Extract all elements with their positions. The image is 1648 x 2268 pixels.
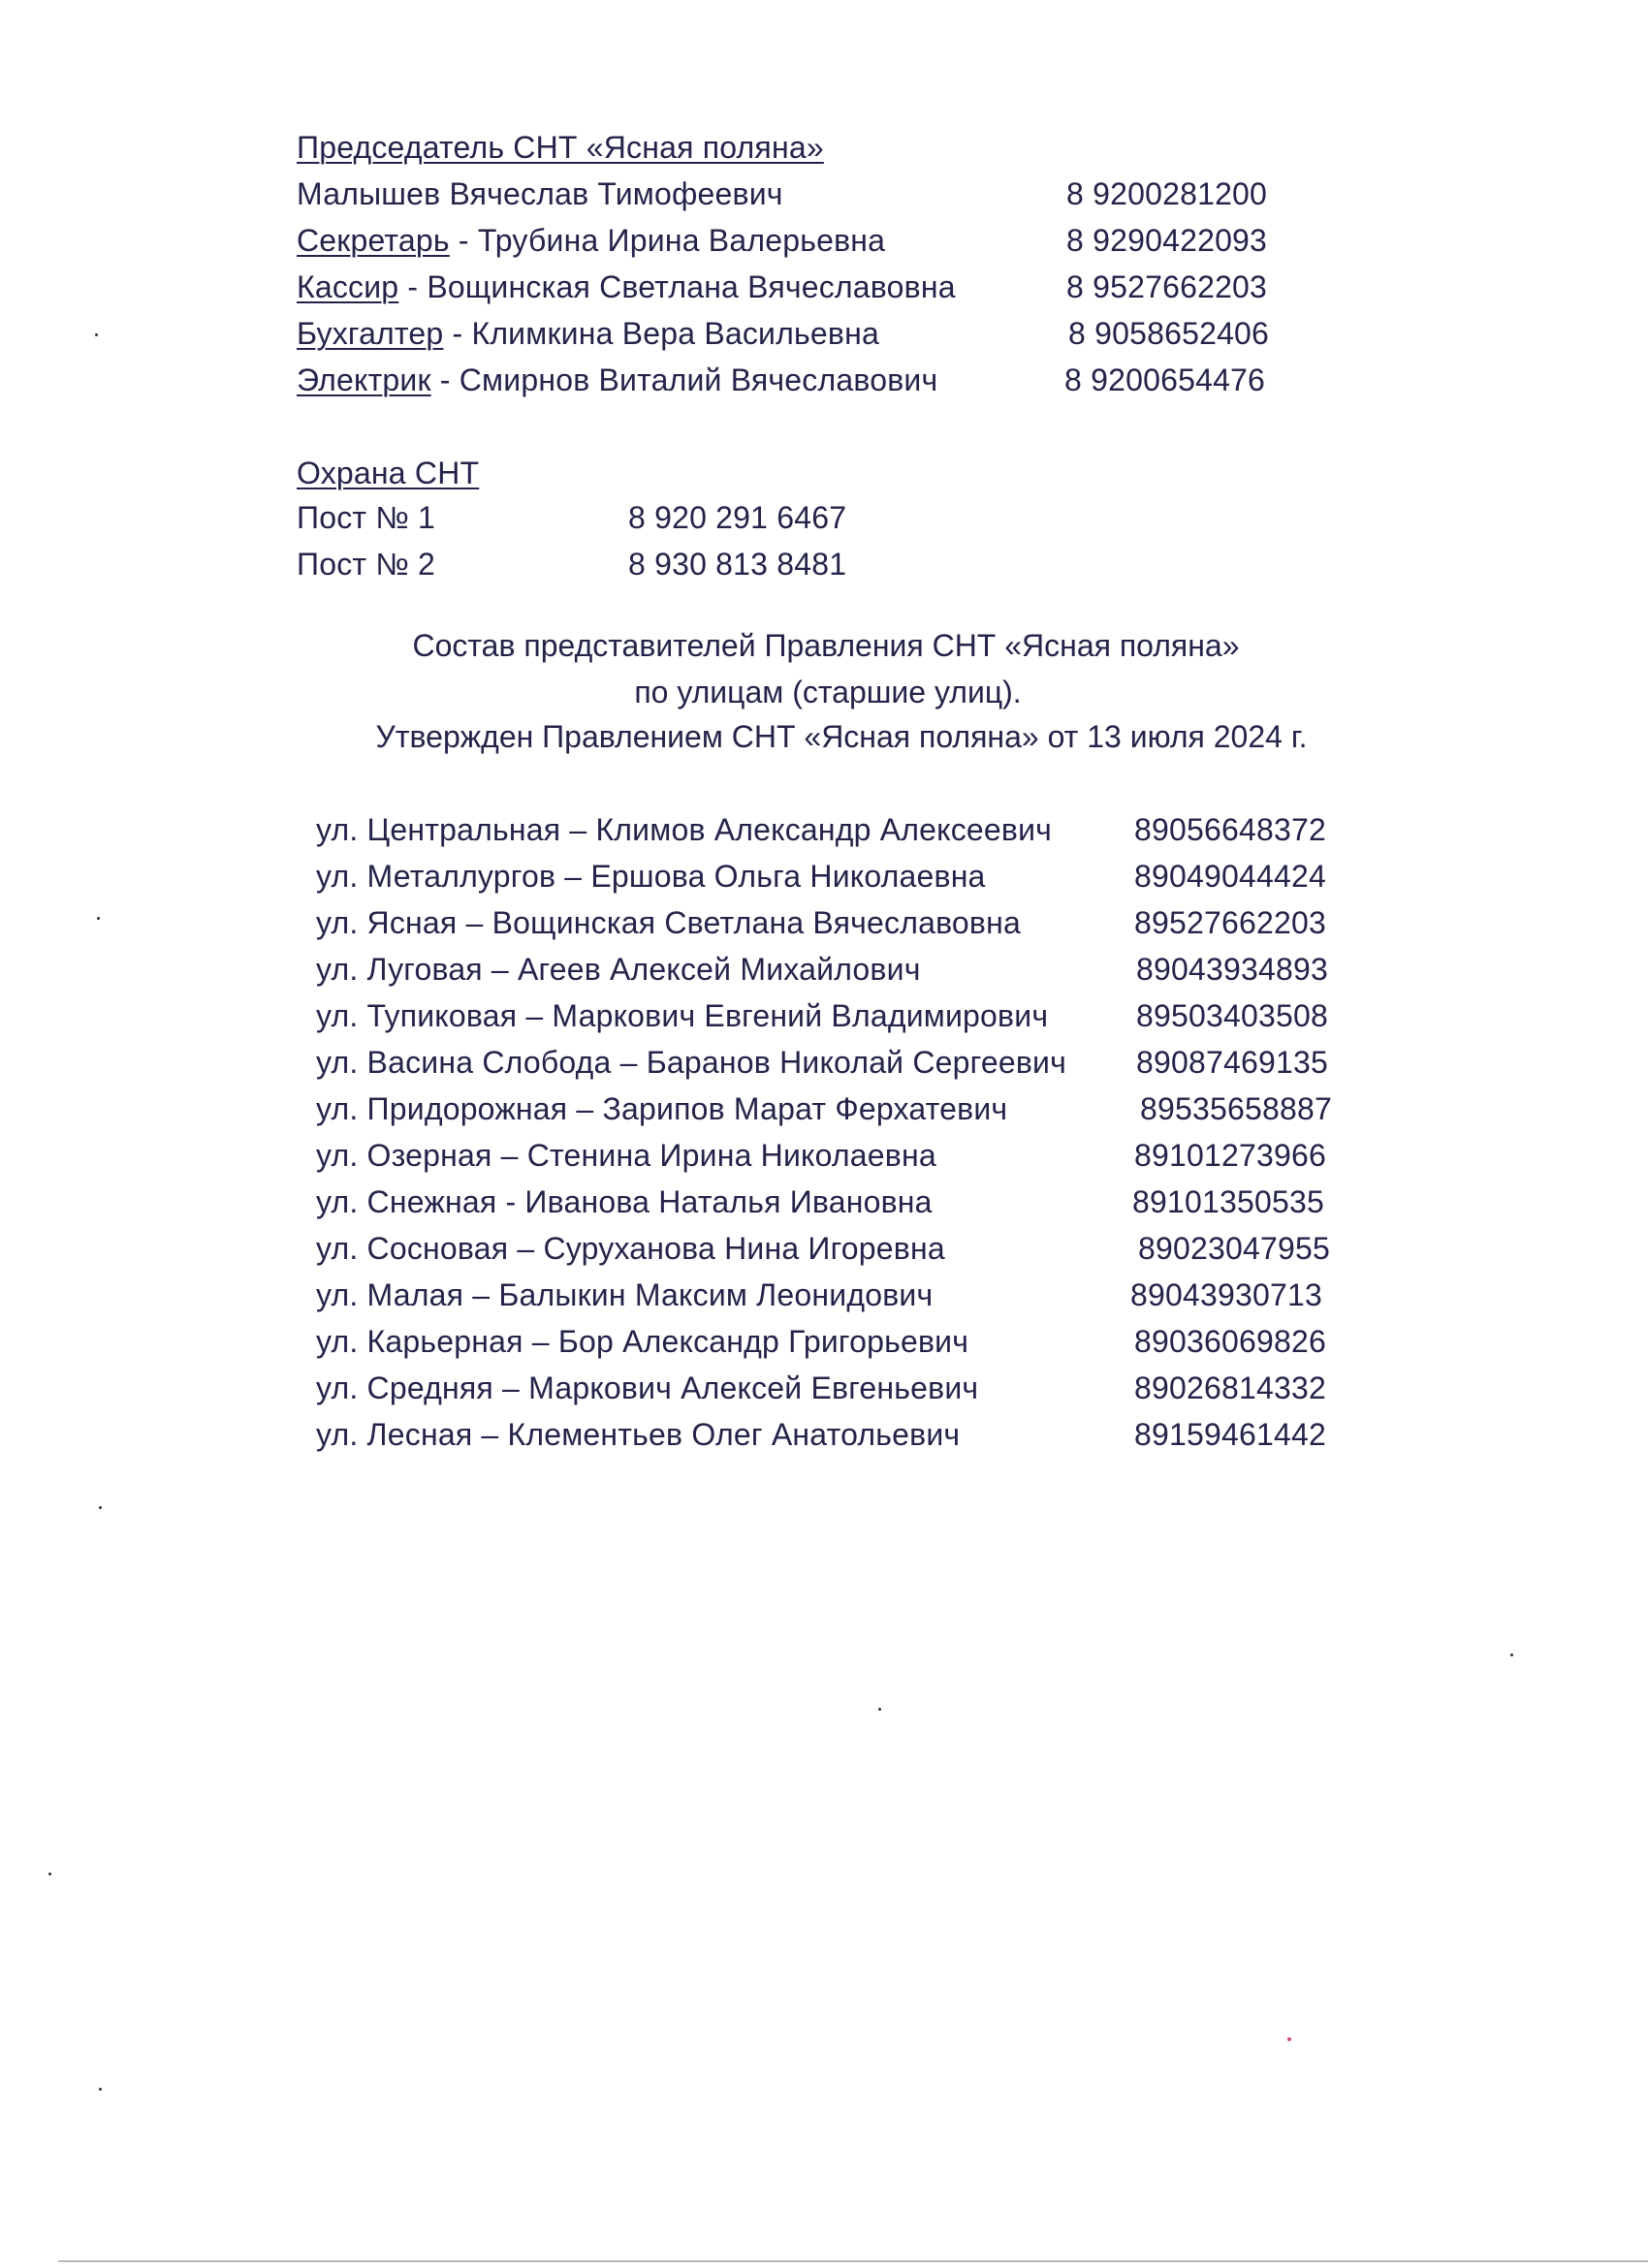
street-phone: 89535658887 <box>1140 1091 1332 1126</box>
security-post-phone: 8 920 291 6467 <box>628 500 847 535</box>
chairman-phone: 8 9200281200 <box>1066 176 1268 211</box>
cashier-phone: 8 9527662203 <box>1066 269 1268 304</box>
board-header: Председатель СНТ «Ясная поляна» <box>297 130 824 165</box>
secretary-name: - Трубина Ирина Валерьевна <box>449 223 886 258</box>
streets-title-line-1: Состав представителей Правления СНТ «Ясная поляна» <box>412 628 1240 663</box>
street-phone: 89101350535 <box>1132 1184 1324 1219</box>
street-phone: 89056648372 <box>1134 812 1326 847</box>
security-header: Охрана СНТ <box>297 456 480 490</box>
scan-speck <box>878 1708 881 1711</box>
streets-title-line-3: Утвержден Правлением СНТ «Ясная поляна» от 13 июля 2024 г. <box>375 719 1308 754</box>
electrician-phone: 8 9200654476 <box>1064 362 1266 397</box>
secretary-role: Секретарь <box>297 223 450 258</box>
street-representative: ул. Металлургов – Ершова Ольга Николаевна <box>316 859 986 894</box>
scan-speck <box>95 333 98 336</box>
street-representative: ул. Ясная – Вощинская Светлана Вячеславовна <box>316 905 1021 940</box>
street-phone: 89036069826 <box>1134 1324 1326 1359</box>
scan-speck <box>99 2088 102 2091</box>
street-phone: 89023047955 <box>1138 1231 1330 1266</box>
street-phone: 89043930713 <box>1130 1277 1322 1312</box>
secretary-entry <box>297 221 885 260</box>
street-phone: 89043934893 <box>1136 952 1328 987</box>
accountant-name: - Климкина Вера Васильевна <box>443 316 879 351</box>
street-phone: 89026814332 <box>1134 1370 1326 1405</box>
street-phone: 89527662203 <box>1134 905 1326 940</box>
accountant-entry <box>297 314 879 353</box>
street-representative: ул. Лесная – Клементьев Олег Анатольевич <box>316 1417 961 1452</box>
street-representative: ул. Снежная - Иванова Наталья Ивановна <box>316 1184 933 1219</box>
street-representative: ул. Карьерная – Бор Александр Григорьевич <box>316 1324 969 1359</box>
street-representative: ул. Озерная – Стенина Ирина Николаевна <box>316 1138 936 1173</box>
cashier-role: Кассир <box>297 269 399 304</box>
scan-speck <box>48 1873 51 1875</box>
electrician-role: Электрик <box>297 362 431 397</box>
street-phone: 89159461442 <box>1134 1417 1326 1452</box>
street-representative: ул. Сосновая – Суруханова Нина Игоревна <box>316 1231 945 1266</box>
street-representative: ул. Центральная – Климов Александр Алексеевич <box>316 812 1053 847</box>
scan-speck <box>1510 1654 1513 1656</box>
scan-speck <box>99 1506 102 1509</box>
street-phone: 89049044424 <box>1134 859 1326 894</box>
page-bottom-edge <box>58 2260 1648 2262</box>
streets-title-line-2: по улицам (старшие улиц). <box>634 675 1022 709</box>
street-phone: 89503403508 <box>1136 998 1328 1033</box>
street-representative: ул. Луговая – Агеев Алексей Михайлович <box>316 952 921 987</box>
security-post-label: Пост № 2 <box>297 547 435 582</box>
electrician-entry <box>297 361 937 399</box>
secretary-phone: 8 9290422093 <box>1066 223 1268 258</box>
accountant-role: Бухгалтер <box>297 316 444 351</box>
cashier-entry <box>297 268 956 306</box>
street-representative: ул. Васина Слобода – Баранов Николай Сергеевич <box>316 1045 1066 1080</box>
street-representative: ул. Тупиковая – Маркович Евгений Владимирович <box>316 998 1049 1033</box>
street-representative: ул. Средняя – Маркович Алексей Евгеньевич <box>316 1370 979 1405</box>
street-phone: 89087469135 <box>1136 1045 1328 1080</box>
security-post-phone: 8 930 813 8481 <box>628 547 847 582</box>
accountant-phone: 8 9058652406 <box>1068 316 1270 351</box>
street-phone: 89101273966 <box>1134 1138 1326 1173</box>
cashier-name: - Вощинская Светлана Вячеславовна <box>398 269 956 304</box>
scan-speck <box>1287 2037 1291 2041</box>
street-representative: ул. Малая – Балыкин Максим Леонидович <box>316 1277 934 1312</box>
security-post-label: Пост № 1 <box>297 500 435 535</box>
electrician-name: - Смирнов Виталий Вячеславович <box>430 362 938 397</box>
scan-speck <box>97 917 100 920</box>
chairman-name: Малышев Вячеслав Тимофеевич <box>297 176 783 211</box>
street-representative: ул. Придорожная – Зарипов Марат Ферхатевич <box>316 1091 1008 1126</box>
